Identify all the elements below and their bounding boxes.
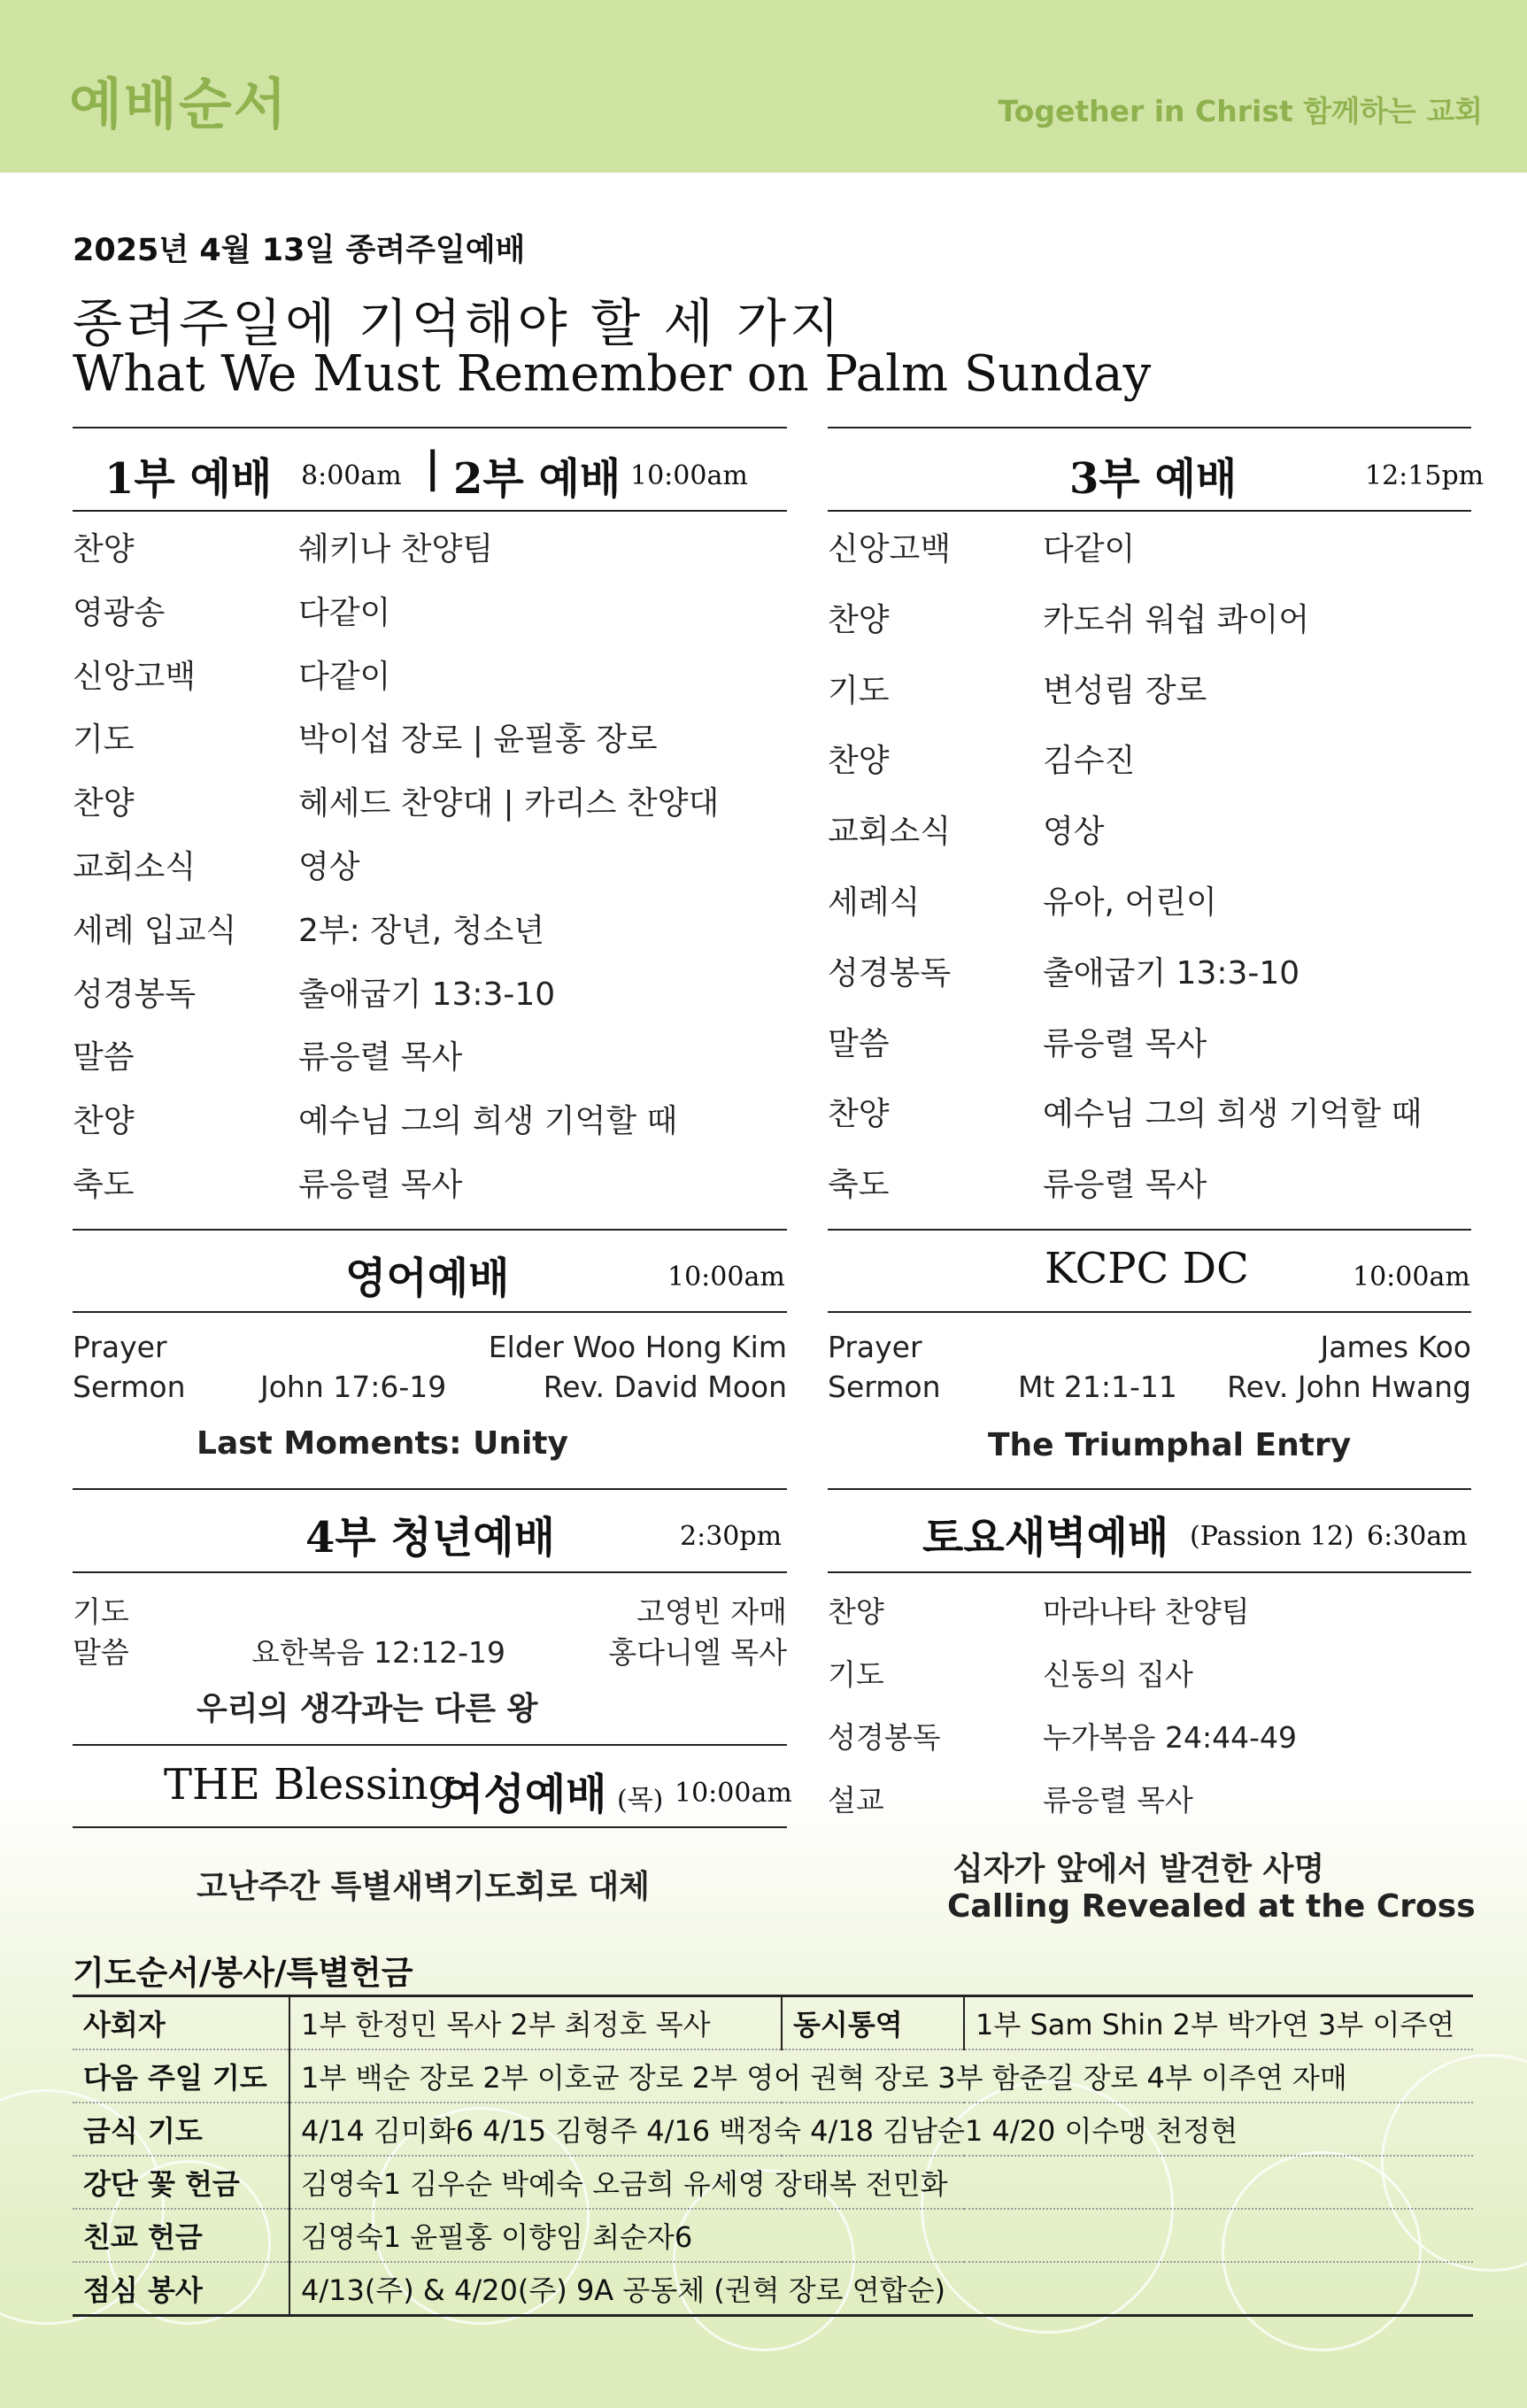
divider [73,1229,787,1231]
english-prayer-value: Elder Woo Hong Kim [488,1330,787,1364]
service-2-time: 10:00am [630,460,748,491]
english-sermon-value: Rev. David Moon [543,1370,787,1404]
saturday-time: 6:30am [1367,1521,1468,1552]
table-cell-value: 4/14 김미화6 4/15 김형주 4/16 백정숙 4/18 김남순1 4/20 이수맹 천정현 [289,2103,1473,2156]
english-service-time: 10:00am [667,1262,785,1293]
kcpc-prayer-label: Prayer [828,1330,922,1364]
saturday-heading: 토요새벽예배 [922,1513,1169,1563]
row-label: 기도 [73,722,135,759]
table-row [73,2262,1473,2316]
table-cell-label: 동시통역 [782,1996,964,2050]
divider [73,1826,787,1828]
date-line: 2025년 4월 13일 종려주일예배 [73,233,526,268]
table-cell-label: 강단 꽃 헌금 [73,2156,289,2209]
row-label: 성경봉독 [828,954,952,992]
blessing-day: (목) [617,1785,664,1816]
table-cell-value: 김영숙1 윤필홍 이향임 최순자6 [289,2209,1473,2262]
row-label: 세례 입교식 [73,912,237,949]
row-value: 류응렬 목사 [298,1167,463,1203]
row-label: 찬양 [73,1103,135,1140]
row-value: 변성림 장로 [1043,672,1207,709]
divider [73,1571,787,1573]
row-label: 신앙고백 [73,658,197,695]
row-label: 축도 [828,1167,890,1204]
table-cell-value: 김영숙1 김우순 박예숙 오금희 유세영 장태복 전민화 [289,2156,1473,2209]
service-2-heading: 2부 예배 [453,454,621,504]
row-value: 다같이 [1043,531,1136,567]
blessing-note: 고난주간 특별새벽기도회로 대체 [197,1869,650,1905]
row-value: 출애굽기 13:3-10 [1043,954,1300,992]
row-value: 다같이 [298,658,391,695]
row-value: 박이섭 장로 | 윤필홍 장로 [298,722,658,759]
row-value: 영상 [298,849,360,885]
row-label: 찬양 [73,531,135,567]
sermon-title-ko: 종려주일에 기억해야 할 세 가지 [73,293,844,353]
row-label: 기도 [828,672,890,709]
divider [73,1488,787,1490]
service-3-time: 12:15pm [1365,460,1485,491]
sermon-title-en: What We Must Remember on Palm Sunday [73,345,1152,403]
table-row [73,2103,1473,2156]
youth-service-heading: 4부 청년예배 [305,1513,555,1563]
row-label: 찬양 [73,785,135,822]
kcpc-time: 10:00am [1353,1262,1470,1293]
youth-sermon-ref: 요한복음 12:12-19 [251,1635,506,1670]
table-row [73,2209,1473,2262]
tagline: Together in Christ 함께하는 교회 [998,94,1483,128]
row-value: 출애굽기 13:3-10 [298,976,556,1013]
row-value: 누가복음 24:44-49 [1043,1720,1298,1755]
row-value: 류응렬 목사 [1043,1783,1193,1818]
table-cell-value: 1부 Sam Shin 2부 박가연 3부 이주연 [964,1996,1473,2050]
row-value: 신동의 집사 [1043,1657,1193,1692]
row-label: 찬양 [828,743,890,780]
row-value: 영상 [1043,814,1105,851]
row-value: 김수진 [1043,743,1136,780]
row-label: 신앙고백 [828,531,952,567]
youth-prayer-value: 고영빈 자매 [636,1594,787,1629]
kcpc-prayer-value: James Koo [1320,1330,1471,1364]
row-value: 유아, 어린이 [1043,884,1217,921]
duty-table [73,1995,1473,2317]
row-label: 성경봉독 [828,1720,941,1755]
row-value: 류응렬 목사 [1043,1167,1207,1204]
table-cell-label: 친교 헌금 [73,2209,289,2262]
table-row [73,1996,1473,2050]
row-value: 마라나타 찬양팀 [1043,1594,1250,1629]
divider [828,1571,1471,1573]
kcpc-sermon-value: Rev. John Hwang [1227,1370,1471,1404]
saturday-title-ko: 십자가 앞에서 발견한 사명 [952,1851,1325,1887]
english-sermon-ref: John 17:6-19 [260,1370,447,1404]
table-cell-label: 금식 기도 [73,2103,289,2156]
youth-sermon-label: 말씀 [73,1635,129,1670]
row-label: 찬양 [828,1096,890,1133]
youth-sermon-value: 홍다니엘 목사 [608,1635,787,1670]
separator: | [425,443,441,492]
divider [828,1488,1471,1490]
table-row [73,2049,1473,2103]
service-3-heading: 3부 예배 [1069,454,1238,504]
row-value: 다같이 [298,594,391,631]
row-value: 예수님 그의 희생 기억할 때 [298,1103,678,1140]
divider [828,1229,1471,1231]
row-label: 찬양 [828,601,890,638]
english-prayer-label: Prayer [73,1330,167,1364]
table-cell-value: 1부 백순 장로 2부 이호균 장로 2부 영어 권혁 장로 3부 함준길 장로 4부 이주연 자매 [289,2049,1473,2103]
service-1-time: 8:00am [301,460,402,491]
service-1-heading: 1부 예배 [104,454,273,504]
kcpc-heading: KCPC DC [1045,1244,1249,1293]
saturday-title-en: Calling Revealed at the Cross [947,1888,1476,1925]
table-cell-label: 다음 주일 기도 [73,2049,289,2103]
row-label: 말씀 [828,1025,890,1062]
row-label: 세례식 [828,884,921,921]
row-value: 2부: 장년, 청소년 [298,912,545,949]
divider [828,427,1471,428]
table-cell-label: 사회자 [73,1996,289,2050]
row-value: 예수님 그의 희생 기억할 때 [1043,1096,1423,1133]
youth-service-time: 2:30pm [680,1521,783,1552]
row-label: 교회소식 [73,849,197,885]
blessing-heading-ko: 여성예배 [443,1770,607,1819]
header-bar [0,0,1527,173]
saturday-sub: (Passion 12) [1190,1521,1354,1552]
row-label: 교회소식 [828,814,952,851]
divider [73,1311,787,1313]
table-row [73,2156,1473,2209]
row-value: 류응렬 목사 [1043,1025,1207,1062]
table-cell-value: 4/13(주) & 4/20(주) 9A 공동체 (권혁 장로 연합순) [289,2262,1473,2316]
kcpc-sermon-ref: Mt 21:1-11 [1018,1370,1177,1404]
row-label: 말씀 [73,1039,135,1077]
english-sermon-label: Sermon [73,1370,186,1404]
row-value: 카도쉬 워쉽 콰이어 [1043,601,1310,638]
footer-title: 기도순서/봉사/특별헌금 [73,1954,413,1992]
divider [73,427,787,428]
english-service-heading: 영어예배 [345,1254,510,1303]
row-label: 설교 [828,1783,884,1818]
youth-sermon-title: 우리의 생각과는 다른 왕 [197,1691,538,1727]
divider [73,1744,787,1746]
english-sermon-title: Last Moments: Unity [197,1425,568,1462]
table-cell-value: 1부 한정민 목사 2부 최정호 목사 [289,1996,782,2050]
row-label: 축도 [73,1167,135,1203]
youth-prayer-label: 기도 [73,1594,129,1629]
divider [828,1311,1471,1313]
kcpc-sermon-title: The Triumphal Entry [988,1427,1352,1463]
row-label: 영광송 [73,594,166,631]
divider [73,510,787,512]
row-label: 기도 [828,1657,884,1692]
row-value: 쉐키나 찬양팀 [298,531,494,567]
blessing-time: 10:00am [675,1778,792,1809]
kcpc-sermon-label: Sermon [828,1370,941,1404]
row-value: 헤세드 찬양대 | 카리스 찬양대 [298,785,720,822]
row-label: 찬양 [828,1594,884,1629]
table-cell-label: 점심 봉사 [73,2262,289,2316]
divider [828,510,1471,512]
row-label: 성경봉독 [73,976,197,1013]
row-value: 류응렬 목사 [298,1039,463,1077]
page-title: 예배순서 [69,72,289,136]
blessing-heading-en: THE Blessing [164,1760,456,1810]
